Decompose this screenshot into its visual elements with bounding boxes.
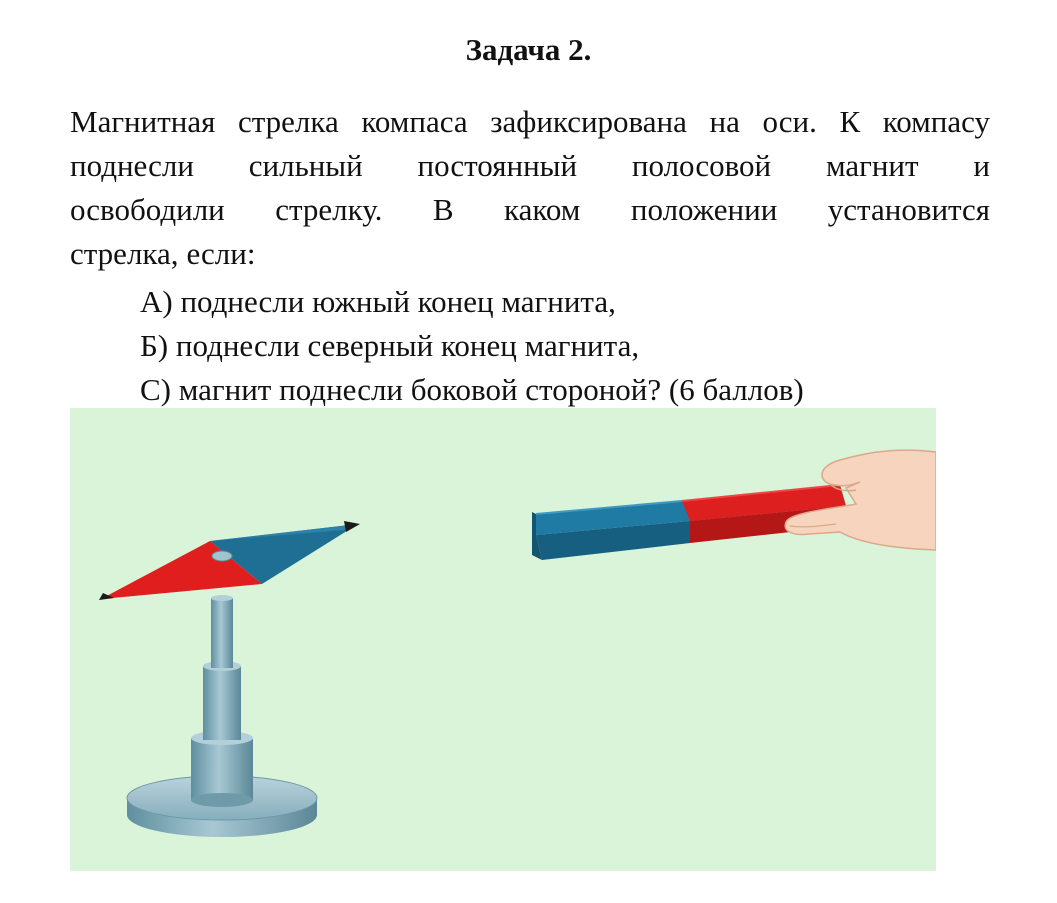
paragraph-word: оси. [762,104,817,139]
paragraph-word: полосовой [631,148,772,183]
paragraph-word: положении [630,192,778,227]
compass-magnet-illustration [70,408,936,871]
paragraph-line [70,100,990,144]
paragraph-word: установится [827,192,990,227]
paragraph-word: стрелку. [275,192,383,227]
list-item-c: С) магнит поднесли боковой стороной? (6 баллов) [140,372,804,407]
paragraph-word: компаса [361,104,468,139]
paragraph-word: и [973,148,990,183]
paragraph-word: на [709,104,740,139]
paragraph-word: каком [504,192,581,227]
paragraph-word: постоянный [417,148,578,183]
paragraph-word: стрелка [237,104,339,139]
compass-stand [127,595,317,837]
paragraph-word: сильный [248,148,363,183]
paragraph-line [70,188,990,232]
paragraph-word: поднесли [70,148,194,183]
list-item-b: Б) поднесли северный конец магнита, [140,328,640,363]
paragraph-word: Магнитная [70,104,216,139]
list-item-a: А) поднесли южный конец магнита, [140,284,616,319]
paragraph-word: К [839,104,861,139]
paragraph-word: если: [186,236,256,271]
paragraph-line [70,144,990,188]
compass-needle [99,521,360,600]
paragraph-word: зафиксирована [490,104,687,139]
paragraph-word: компасу [882,104,990,139]
paragraph-word: магнит [825,148,919,183]
paragraph-word: В [432,192,454,227]
paragraph-word: освободили [70,192,225,227]
paragraph-word: стрелка, [70,236,179,271]
paragraph-line [70,232,990,276]
task-title: Задача 2. [465,32,592,67]
